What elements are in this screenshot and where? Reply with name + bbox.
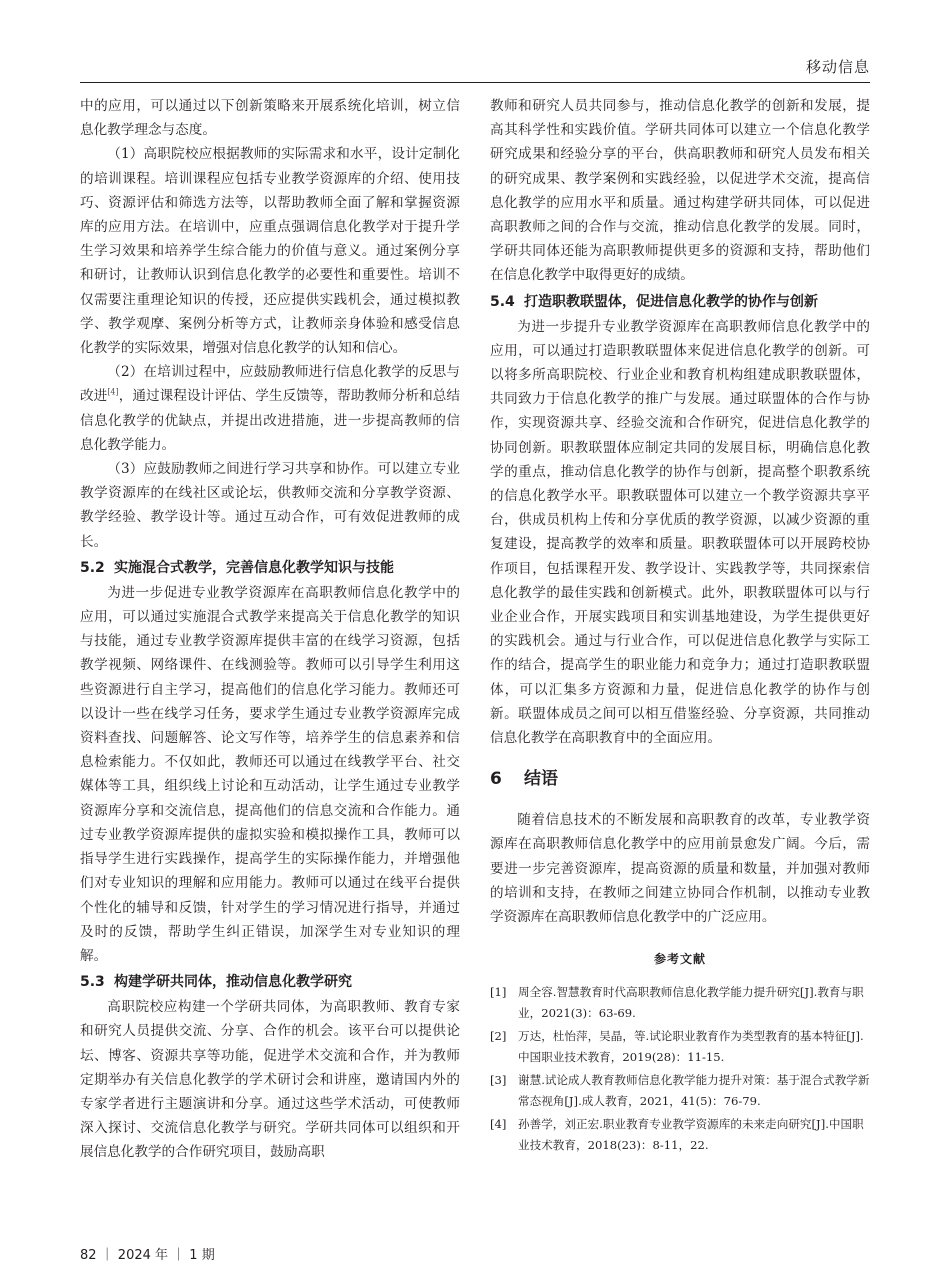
reference-number: [1]: [490, 984, 507, 999]
paragraph: [80, 360, 460, 457]
references-title: 参考文献: [653, 952, 706, 967]
reference-item: [490, 982, 870, 1024]
paragraph: 为进一步提升专业教学资源库在高职教师信息化教学中的应用，可以通过打造职教联盟体来促进信息化教学的创新。可以将多所高职院校、行业企业和教育机构组建成职教联盟体，共同致力于信息化教学的推广与发展。通过联盟体的合作与协作，实现资源共享、经验交流和合作研究，促进信息化教学的协同创新。职教联盟体应制定共同的发展目标，明确信息化教学的重点，推动信息化教学的协作与创新，提高整个职教系统的信息化教学水平。职教联盟体可以建立一个教学资源共享平台，供成员机构上传和分享优质的教学资源，以减少资源的重复建设，提高教学的效率和质量。职教联盟体可以开展跨校协作项目，包括课程开发、教学设计、实践教学等，共同探索信息化教学的最佳实践和创新模式。此外，职教联盟体可以与行业企业合作，开展实践项目和实训基地建设，为学生提供更好的实践机会。通过与行业合作，可以促进信息化教学与实际工作的结合，提高学生的职业能力和竞争力；通过打造职教联盟体，可以汇集多方资源和力量，促进信息化教学的协作与创新。联盟体成员之间可以相互借鉴经验、分享资源，共同推动信息化教学在高职教育中的全面应用。: [490, 318, 870, 747]
paragraph: 教师和研究人员共同参与，推动信息化教学的创新和发展，提高其科学性和实践价值。学研共同体可以建立一个信息化教学研究成果和经验分享的平台，供高职教师和研究人员发布相关的研究成果、教学案例和实践经验，以促进学术交流，提高信息化教学的应用水平和质量。通过构建学研共同体，可以促进高职教师之间的合作与交流，推动信息化教学的发展。同时，学研共同体还能为高职教师提供更多的资源和支持，帮助他们在信息化教学中取得更好的成绩。: [490, 98, 870, 284]
reference-number: [4]: [490, 1116, 507, 1131]
reference-number: [2]: [490, 1028, 507, 1043]
paragraph: 随着信息技术的不断发展和高职教育的改革，专业教学资源库在高职教师信息化教学中的应用前景愈发广阔。今后，需要进一步完善资源库，提高资源的质量和数量，并加强对教师的培训和支持，在教师之间建立协同合作机制，以推动专业教学资源库在高职教师信息化教学中的广泛应用。: [490, 812, 870, 926]
section-title: 打造职教联盟体，促进信息化教学的协作与创新: [524, 293, 818, 310]
section-title: 结语: [524, 769, 558, 790]
paragraph: （3）应鼓励教师之间进行学习共享和协作。可以建立专业教学资源库的在线社区或论坛，供教师交流和分享教学资源、教学经验、教学设计等。通过互动合作，可有效促进教师的成长。: [80, 461, 460, 550]
section-title: 实施混合式教学，完善信息化教学知识与技能: [114, 559, 394, 576]
paragraph: （1）高职院校应根据教师的实际需求和水平，设计定制化的培训课程。培训课程应包括专业教学资源库的介绍、使用技巧、资源评估和筛选方法等，以帮助教师全面了解和掌握资源库的应用方法。在培训中，应重点强调信息化教学对于提升学生学习效果和培养学生综合能力的价值与意义。通过案例分享和研讨，让教师认识到信息化教学的必要性和重要性。培训不仅需要注重理论知识的传授，还应提供实践机会，通过模拟教学、教学观摩、案例分析等方式，让教师亲身体验和感受信息化教学的实际效果，增强对信息化教学的认知和信心。: [80, 146, 460, 357]
reference-number: [3]: [490, 1072, 507, 1087]
paragraph: 为进一步促进专业教学资源库在高职教师信息化教学中的应用，可以通过实施混合式教学来提高关于信息化教学的知识与技能，通过专业教学资源库提供丰富的在线学习资源，包括教学视频、网络课件、在线测验等。教师可以引导学生利用这些资源进行自主学习，提高他们的信息化学习能力。教师还可以设计一些在线学习任务，要求学生通过专业教学资源库完成资料查找、问题解答、论文写作等，培养学生的信息素养和信息检索能力。不仅如此，教师还可以通过在线教学平台、社交媒体等工具，组织线上讨论和互动活动，让学生通过专业教学资源库分享和交流信息，提高他们的信息交流和合作能力。通过专业教学资源库提供的虚拟实验和模拟操作工具，教师可以指导学生进行实践操作，提高学生的实际操作能力，并增强他们对专业知识的理解和应用能力。教师可以通过在线平台提供个性化的辅导和反馈，针对学生的学习情况进行指导，并通过及时的反馈，帮助学生纠正错误，加深学生对专业知识的理解。: [80, 584, 460, 964]
reference-text: 谢慧.试论成人教育教师信息化教学能力提升对策：基于混合式教学新常态视角[J].成人教育，2021，41(5)：76-79.: [518, 1072, 870, 1108]
section-number: 5.2: [80, 559, 105, 576]
left-column: [80, 94, 460, 1165]
reference-item: [490, 1026, 870, 1068]
citation-marker[interactable]: [4]: [107, 387, 119, 397]
right-column: [490, 94, 870, 1158]
header-divider: [80, 82, 870, 83]
section-number: 5.3: [80, 974, 105, 991]
paragraph-text: ，通过课程设计评估、学生反馈等，帮助教师分析和总结信息化教学的优缺点，并提出改进措施，进一步提高教师的信息化教学能力。: [80, 388, 461, 453]
reference-text: 万达，杜怡萍，吴晶，等.试论职业教育作为类型教育的基本特征[J].中国职业技术教育，2019(28)：11-15.: [518, 1028, 864, 1064]
section-number: 6: [490, 769, 502, 790]
paragraph-text: （2）在培训过程中，应鼓励教师进行信息化教学的反思与改进: [80, 364, 460, 405]
section-heading-5-3: [80, 969, 460, 995]
reference-item: [490, 1070, 870, 1112]
page-footer: 82 ｜ 2024 年 ｜ 1 期: [80, 1248, 215, 1263]
section-heading-6: [490, 764, 870, 794]
section-heading-5-2: [80, 555, 460, 581]
section-heading-5-4: [490, 289, 870, 315]
paragraph: 高职院校应构建一个学研共同体，为高职教师、教育专家和研究人员提供交流、分享、合作的机会。该平台可以提供论坛、博客、资源共享等功能，促进学术交流和合作，并为教师定期举办有关信息化教学的学术研讨会和讲座，邀请国内外的专家学者进行主题演讲和分享。通过这些学术活动，可使教师深入探讨、交流信息化教学与研究。学研共同体可以组织和开展信息化教学的合作研究项目，鼓励高职: [80, 999, 460, 1161]
reference-item: [490, 1114, 870, 1156]
reference-text: 周全容.智慧教育时代高职教师信息化教学能力提升研究[J].教育与职业，2021(3)：63-69.: [518, 984, 864, 1020]
reference-text: 孙善学，刘正宏.职业教育专业教学资源库的未来走向研究[J].中国职业技术教育，2018(23)：8-11，22.: [518, 1116, 864, 1152]
section-title: 构建学研共同体，推动信息化教学研究: [114, 974, 352, 991]
section-number: 5.4: [490, 293, 515, 310]
journal-title: 移动信息: [805, 58, 870, 76]
paragraph: 中的应用，可以通过以下创新策略来开展系统化培训，树立信息化教学理念与态度。: [80, 98, 460, 139]
